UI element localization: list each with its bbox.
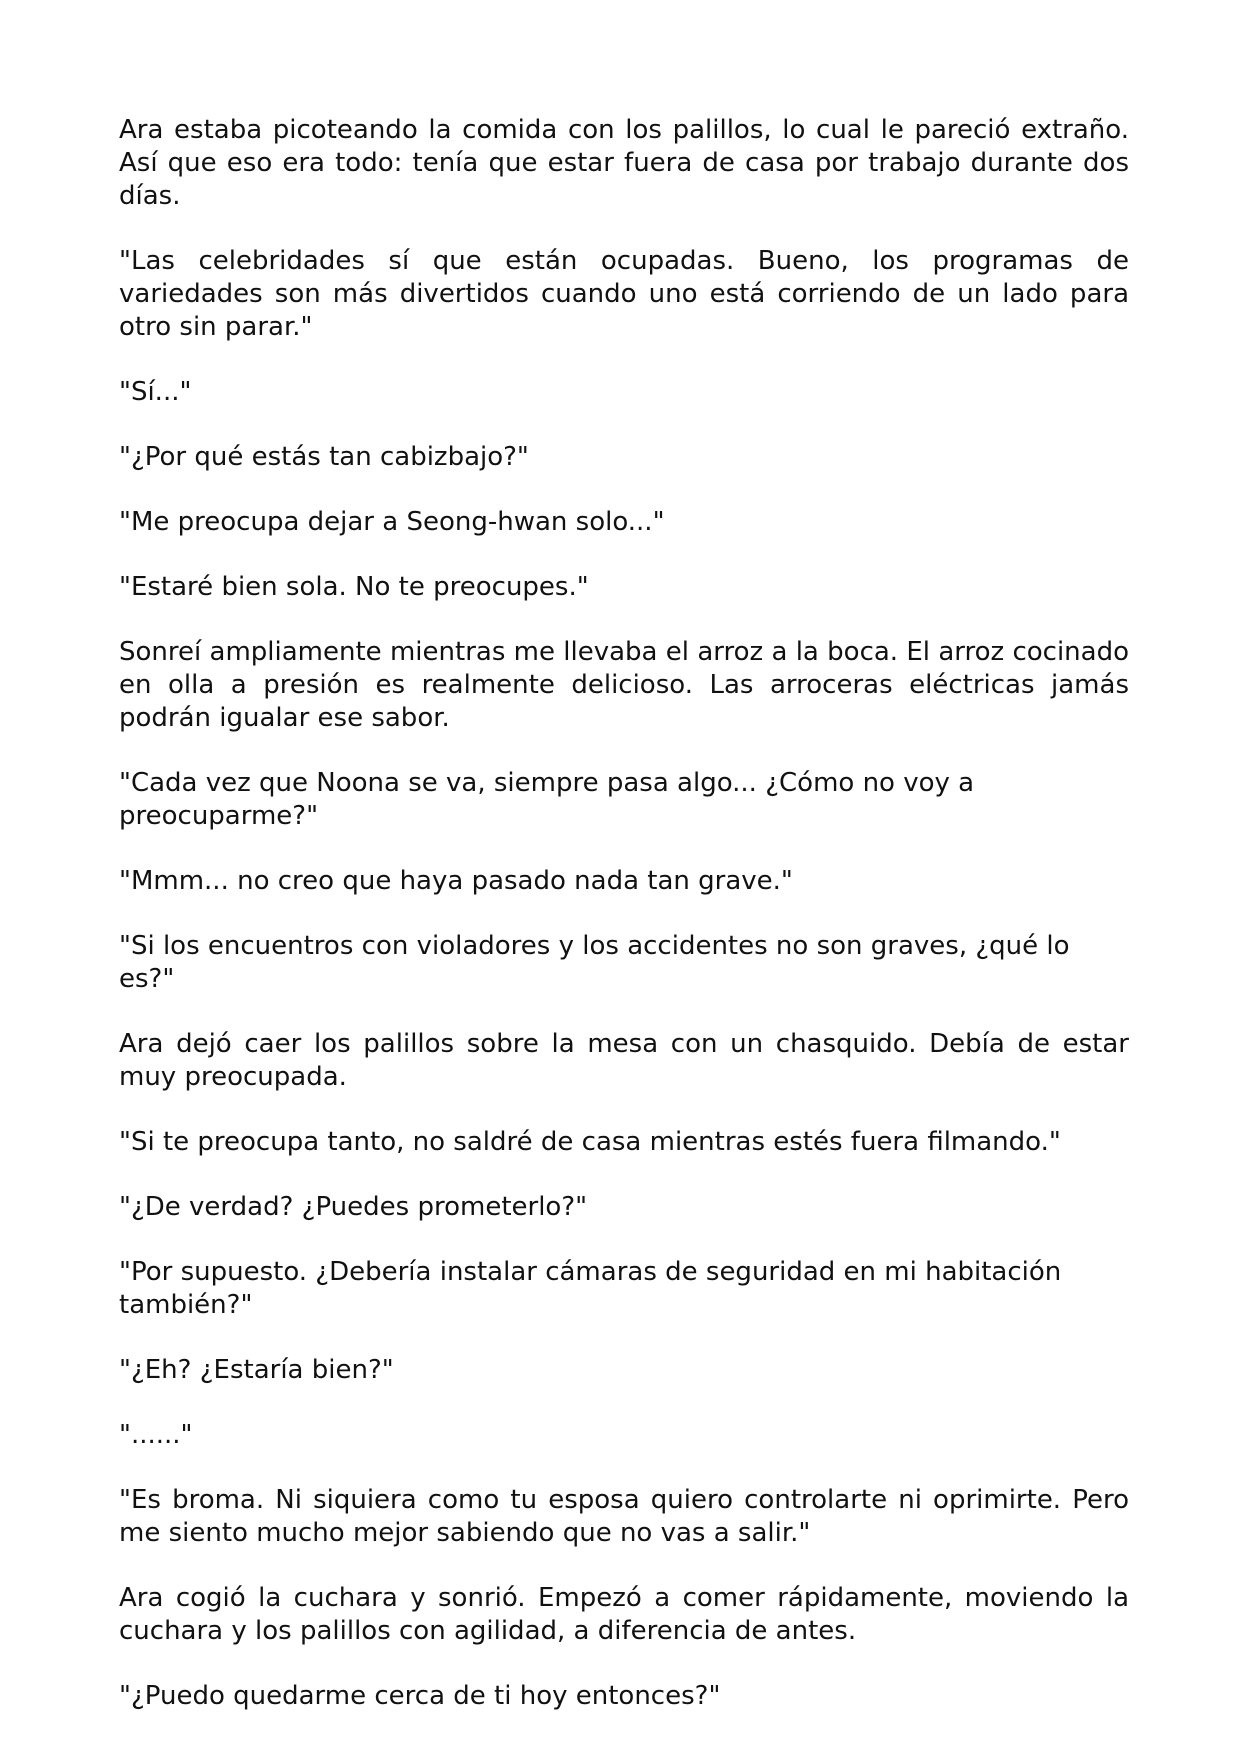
paragraph: "Sí..."	[119, 377, 192, 407]
paragraph: Ara cogió la cuchara y sonrió. Empezó a comer rápidamente, moviendo la cuchara y los palillos con agilidad, a diferencia de antes.	[119, 1583, 1129, 1646]
paragraph: "Me preocupa dejar a Seong-hwan solo..."	[119, 507, 665, 537]
paragraph: "Mmm... no creo que haya pasado nada tan grave."	[119, 866, 793, 896]
document-body	[119, 114, 1129, 1745]
paragraph: "Si los encuentros con violadores y los accidentes no son graves, ¿qué lo es?"	[119, 931, 1070, 994]
paragraph: "Las celebridades sí que están ocupadas. Bueno, los programas de variedades son más divertidos cuando uno está corriendo de un lado para otro sin parar."	[119, 246, 1129, 342]
paragraph: "Si te preocupa tanto, no saldré de casa mientras estés fuera filmando."	[119, 1127, 1061, 1157]
paragraph: "¿Eh? ¿Estaría bien?"	[119, 1355, 394, 1385]
paragraph: "¿Puedo quedarme cerca de ti hoy entonces?"	[119, 1681, 721, 1711]
paragraph: Sonreí ampliamente mientras me llevaba el arroz a la boca. El arroz cocinado en olla a presión es realmente delicioso. Las arroceras eléctricas jamás podrán igualar ese sabor.	[119, 637, 1129, 733]
paragraph: Ara estaba picoteando la comida con los palillos, lo cual le pareció extraño. Así que eso era todo: tenía que estar fuera de casa por trabajo durante dos días.	[119, 115, 1129, 211]
paragraph: "Estaré bien sola. No te preocupes."	[119, 572, 589, 602]
paragraph: "Por supuesto. ¿Debería instalar cámaras de seguridad en mi habitación también?"	[119, 1257, 1062, 1320]
paragraph: "¿De verdad? ¿Puedes prometerlo?"	[119, 1192, 588, 1222]
paragraph: "¿Por qué estás tan cabizbajo?"	[119, 442, 529, 472]
paragraph: "Es broma. Ni siquiera como tu esposa quiero controlarte ni oprimirte. Pero me siento mucho mejor sabiendo que no vas a salir."	[119, 1485, 1129, 1548]
paragraph: "......"	[119, 1420, 193, 1450]
paragraph: Ara dejó caer los palillos sobre la mesa con un chasquido. Debía de estar muy preocupada.	[119, 1029, 1129, 1092]
paragraph: "Cada vez que Noona se va, siempre pasa algo... ¿Cómo no voy a preocuparme?"	[119, 768, 975, 831]
